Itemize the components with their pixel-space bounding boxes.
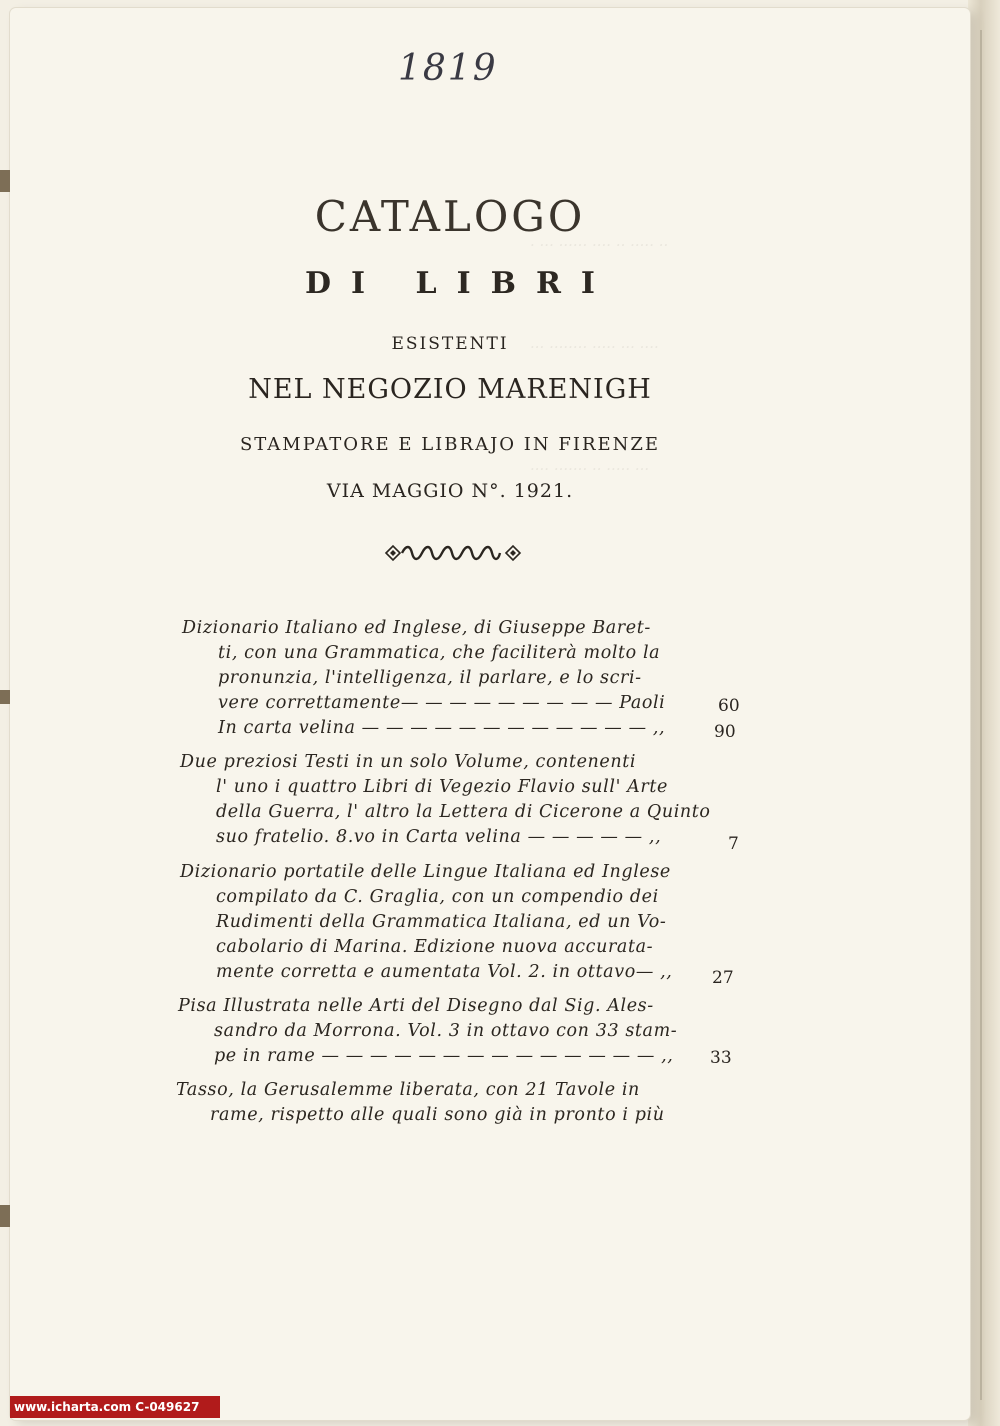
entry-3-price: 27 <box>712 968 734 988</box>
entry-2-price: 7 <box>728 834 739 854</box>
entry-3-line-4: cabolario di Marina. Edizione nuova accurata- <box>216 937 654 957</box>
title-negozio: NEL NEGOZIO MARENIGH <box>248 374 652 405</box>
entry-1-line-4: vere correttamente— — — — — — — — — Paoli <box>218 693 666 713</box>
watermark-stamp: www.icharta.com C-049627 <box>10 1396 220 1418</box>
entry-4-line-2: sandro da Morrona. Vol. 3 in ottavo con 33 stam- <box>214 1021 678 1041</box>
entry-1-line-5: In carta velina — — — — — — — — — — — — ,, <box>218 718 666 738</box>
ornament-divider <box>384 543 524 563</box>
entry-3-line-5: mente corretta e aumentata Vol. 2. in ottavo— ,, <box>216 962 673 982</box>
binding-tab <box>0 1205 10 1227</box>
entry-1-line-1: Dizionario Italiano ed Inglese, di Giuseppe Baret- <box>182 618 651 638</box>
show-through: · ··· ······ ···· ·· ····· ·· <box>530 236 669 254</box>
entry-5-line-1: Tasso, la Gerusalemme liberata, con 21 Tavole in <box>176 1080 640 1100</box>
handwritten-year: 1819 <box>398 48 498 89</box>
title-esistenti: ESISTENTI <box>391 334 509 354</box>
entry-3-line-2: compilato da C. Graglia, con un compendio dei <box>216 887 659 907</box>
entry-2-line-3: della Guerra, l' altro la Lettera di Cicerone a Quinto <box>216 802 711 822</box>
entry-2-line-2: l' uno i quattro Libri di Vegezio Flavio sull' Arte <box>216 777 668 797</box>
binding-tab <box>0 170 10 192</box>
entry-4-line-1: Pisa Illustrata nelle Arti del Disegno dal Sig. Ales- <box>178 996 654 1016</box>
entry-4-line-3: pe in rame — — — — — — — — — — — — — — ,, <box>214 1046 674 1066</box>
entry-1-price-1: 60 <box>718 696 740 716</box>
entry-4-price: 33 <box>710 1048 732 1068</box>
show-through: ··· ········ ····· ··· ···· <box>530 338 659 356</box>
title-address: VIA MAGGIO N°. 1921. <box>326 480 574 502</box>
page-edge <box>968 0 1000 1426</box>
entry-2-line-4: suo fratelio. 8.vo in Carta velina — — — — — ,, <box>216 827 662 847</box>
entry-2-line-1: Due preziosi Testi in un solo Volume, contenenti <box>180 752 637 772</box>
title-stampatore: STAMPATORE E LIBRAJO IN FIRENZE <box>239 434 661 455</box>
title-catalogo: CATALOGO <box>314 192 586 241</box>
show-through: ···· ······· ·· ····· ··· <box>530 460 650 478</box>
entry-5-line-2: rame, rispetto alle quali sono già in pronto i più <box>210 1105 665 1125</box>
binding-tab <box>0 690 10 704</box>
entry-1-line-2: ti, con una Grammatica, che faciliterà molto la <box>218 643 661 663</box>
entry-1-price-2: 90 <box>714 722 736 742</box>
title-di-libri: DI LIBRI <box>305 266 615 301</box>
entry-1-line-3: pronunzia, l'intelligenza, il parlare, e lo scri- <box>218 668 642 688</box>
entry-3-line-1: Dizionario portatile delle Lingue Italiana ed Inglese <box>180 862 671 882</box>
entry-3-line-3: Rudimenti della Grammatica Italiana, ed un Vo- <box>216 912 667 932</box>
